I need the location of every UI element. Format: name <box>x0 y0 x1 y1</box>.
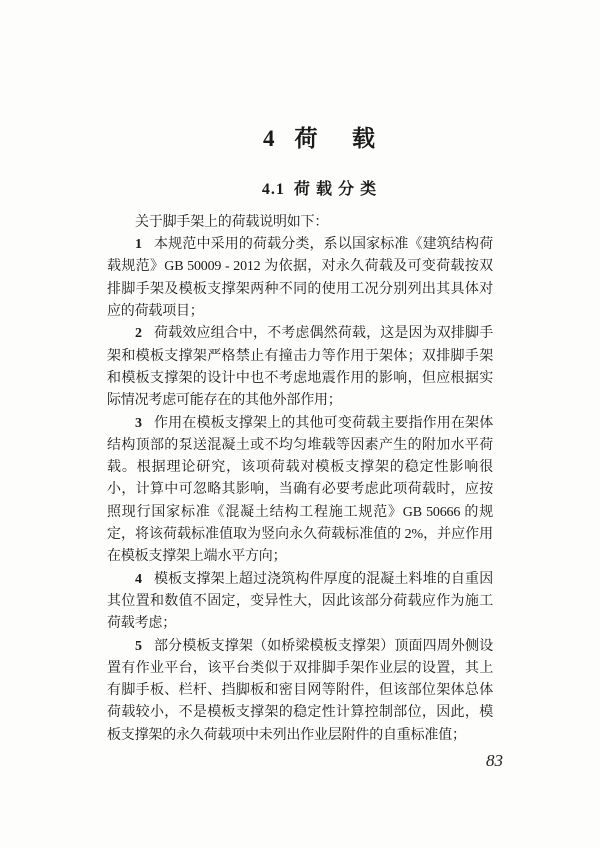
paragraph-3-text: 作用在模板支撑架上的其他可变荷载主要指作用在架体结构顶部的泵送混凝土或不均匀堆载等因素产生的附加水平荷载。根据理论研究，该项荷载对模板支撑架的稳定性影响很小，计算中可忽略其影响，当确有必要考虑此项荷载时，应按照现行国家标准《混凝土结构工程施工规范》GB 50666 的规定，将该荷载标准值取为竖向永久荷载标准值的 2%，并应作用在模板支撑架上端水平方向； <box>107 415 493 565</box>
paragraph-4-text: 模板支撑架上超过浇筑构件厚度的混凝土料堆的自重因其位置和数值不固定，变异性大，因此该部分荷载应作为施工荷载考虑； <box>107 571 493 632</box>
chapter-number: 4 <box>263 126 275 151</box>
paragraph-2-number: 2 <box>135 326 142 342</box>
paragraph-3 <box>107 413 493 569</box>
paragraph-1-text: 本规范中采用的荷载分类，系以国家标准《建筑结构荷载规范》GB 50009 - 2012 为依据，对永久荷载及可变荷载按双排脚手架及模板支撑架两种不同的使用工况分别列出其具体对应的荷载项目； <box>107 237 493 320</box>
paragraph-1 <box>107 234 493 323</box>
paragraph-3-number: 3 <box>135 415 142 431</box>
paragraph-4-number: 4 <box>135 571 142 587</box>
section-number: 4.1 <box>261 181 285 199</box>
paragraph-5-number: 5 <box>135 638 142 654</box>
chapter-heading <box>107 0 493 151</box>
paragraph-2 <box>107 323 493 412</box>
paragraph-5 <box>107 636 493 747</box>
paragraph-2-text: 荷载效应组合中，不考虑偶然荷载，这是因为双排脚手架和模板支撑架严格禁止有撞击力等作用于架体；双排脚手架和模板支撑架的设计中也不考虑地震作用的影响，但应根据实际情况考虑可能存在的其他外部作用； <box>107 326 493 409</box>
intro-line: 关于脚手架上的荷载说明如下： <box>135 214 329 230</box>
body-text <box>107 212 493 747</box>
paragraph-4 <box>107 569 493 636</box>
page-number: 83 <box>486 751 503 770</box>
chapter-title: 荷载 <box>294 126 410 151</box>
section-title: 荷载分类 <box>293 181 383 199</box>
text-column <box>107 0 493 747</box>
paragraph-5-text: 部分模板支撑架（如桥梁模板支撑架）顶面四周外侧设置有作业平台，该平台类似于双排脚手架作业层的设置，其上有脚手板、栏杆、挡脚板和密目网等附件，但该部位架体总体荷载较小，不是模板支撑架的稳定性计算控制部位，因此，模板支撑架的永久荷载项中未列出作业层附件的自重标准值； <box>107 638 493 743</box>
section-heading <box>107 151 493 199</box>
paragraph-1-number: 1 <box>135 237 142 253</box>
